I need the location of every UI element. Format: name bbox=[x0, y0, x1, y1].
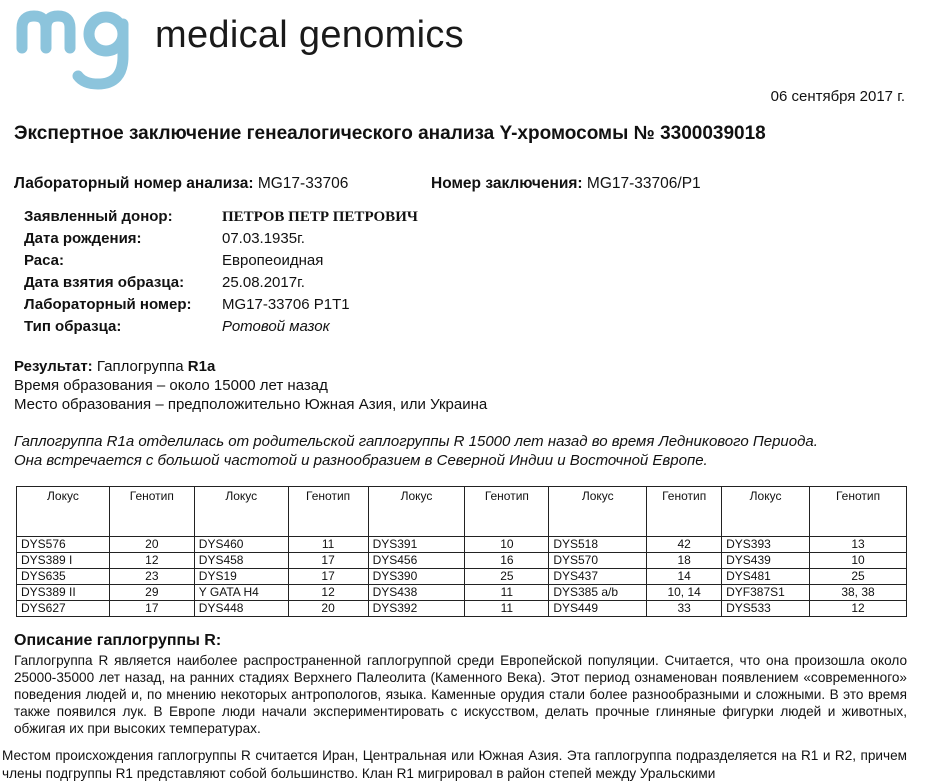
result-place: Место образования – предположительно Южная Азия, или Украина bbox=[14, 396, 488, 413]
locus-cell: DYS389 I bbox=[17, 553, 110, 569]
locus-cell: DYS438 bbox=[368, 585, 465, 601]
analysis-number-value: MG17-33706 bbox=[257, 175, 349, 192]
genotype-cell: 12 bbox=[810, 601, 907, 617]
locus-cell: DYS393 bbox=[722, 537, 810, 553]
locus-cell: DYS456 bbox=[368, 553, 465, 569]
genotype-cell: 17 bbox=[288, 553, 368, 569]
genotype-cell: 25 bbox=[465, 569, 549, 585]
brand-name: medical genomics bbox=[155, 14, 464, 56]
result-block bbox=[14, 357, 487, 414]
race-label: Раса: bbox=[24, 252, 65, 269]
locus-cell: DYS570 bbox=[549, 553, 647, 569]
lab-number-value: MG17-33706 P1T1 bbox=[222, 296, 350, 313]
result-label: Результат: bbox=[14, 358, 93, 375]
locus-cell: DYS518 bbox=[549, 537, 647, 553]
locus-cell: DYS448 bbox=[194, 601, 288, 617]
locus-cell: DYS635 bbox=[17, 569, 110, 585]
conclusion-number-value: MG17-33706/P1 bbox=[586, 175, 701, 192]
column-header: Генотип bbox=[647, 487, 722, 537]
sample-type-value: Ротовой мазок bbox=[222, 318, 330, 335]
result-haplogroup: R1a bbox=[187, 358, 216, 375]
column-header: Генотип bbox=[810, 487, 907, 537]
genotype-cell: 20 bbox=[109, 537, 194, 553]
description-heading: Описание гаплогруппы R: bbox=[14, 632, 222, 649]
str-loci-table bbox=[16, 486, 907, 617]
lab-number-label: Лабораторный номер: bbox=[24, 296, 192, 313]
table-row bbox=[17, 601, 907, 617]
dob-label: Дата рождения: bbox=[24, 230, 142, 247]
donor-label: Заявленный донор: bbox=[24, 208, 173, 225]
haplogroup-summary bbox=[14, 432, 818, 470]
medical-genomics-logo bbox=[14, 10, 164, 94]
genotype-cell: 10, 14 bbox=[647, 585, 722, 601]
genotype-cell: 20 bbox=[288, 601, 368, 617]
genotype-cell: 18 bbox=[647, 553, 722, 569]
conclusion-number-label: Номер заключения: bbox=[431, 175, 583, 192]
table-row bbox=[17, 569, 907, 585]
report-date: 06 сентября 2017 г. bbox=[770, 88, 905, 105]
locus-cell: DYF387S1 bbox=[722, 585, 810, 601]
locus-cell: DYS391 bbox=[368, 537, 465, 553]
genotype-cell: 10 bbox=[465, 537, 549, 553]
column-header: Локус bbox=[368, 487, 465, 537]
locus-cell: DYS458 bbox=[194, 553, 288, 569]
locus-cell: DYS392 bbox=[368, 601, 465, 617]
locus-cell: DYS385 a/b bbox=[549, 585, 647, 601]
locus-cell: DYS627 bbox=[17, 601, 110, 617]
sample-date-value: 25.08.2017г. bbox=[222, 274, 305, 291]
dob-value: 07.03.1935г. bbox=[222, 230, 305, 247]
locus-cell: DYS533 bbox=[722, 601, 810, 617]
locus-cell: DYS481 bbox=[722, 569, 810, 585]
genotype-cell: 33 bbox=[647, 601, 722, 617]
report-title: Экспертное заключение генеалогического анализа Y-хромосомы № 3300039018 bbox=[14, 123, 766, 144]
genotype-cell: 29 bbox=[109, 585, 194, 601]
table-row bbox=[17, 537, 907, 553]
logo-letters: mg bbox=[14, 10, 16, 11]
genotype-cell: 25 bbox=[810, 569, 907, 585]
genotype-cell: 11 bbox=[465, 585, 549, 601]
genotype-cell: 16 bbox=[465, 553, 549, 569]
summary-line-2: Она встречается с большой частотой и разнообразием в Северной Индии и Восточной Европе. bbox=[14, 452, 708, 469]
table-header-row bbox=[17, 487, 907, 537]
column-header: Генотип bbox=[465, 487, 549, 537]
column-header: Локус bbox=[194, 487, 288, 537]
locus-cell: Y GATA H4 bbox=[194, 585, 288, 601]
sample-date-label: Дата взятия образца: bbox=[24, 274, 185, 291]
analysis-number-label: Лабораторный номер анализа: bbox=[14, 175, 254, 192]
race-value: Европеоидная bbox=[222, 252, 324, 269]
table-row bbox=[17, 553, 907, 569]
genotype-cell: 12 bbox=[288, 585, 368, 601]
genotype-cell: 17 bbox=[109, 601, 194, 617]
genotype-cell: 11 bbox=[465, 601, 549, 617]
column-header: Локус bbox=[722, 487, 810, 537]
donor-value: ПЕТРОВ ПЕТР ПЕТРОВИЧ bbox=[222, 209, 418, 225]
description-paragraph-1: Гаплогруппа R является наиболее распространенной гаплогруппой среди Европейской популяции. Считается, что она произошла около 25000-35000 лет назад, на ранних стадиях Верхнего Палеолита (Каменного Века). Этот период ознаменован появлением «современного» поведения людей и, по мнению некоторых антропологов, языка. Каменные орудия стали более разнообразными и сложными. В это время также появился лук. В Европе люди начали экспериментировать с искусством, делать прочные глиняные фигурки людей и животных, обжигая их при высоких температурах. bbox=[14, 653, 907, 736]
genotype-cell: 42 bbox=[647, 537, 722, 553]
locus-cell: DYS390 bbox=[368, 569, 465, 585]
genotype-cell: 12 bbox=[109, 553, 194, 569]
table-row bbox=[17, 585, 907, 601]
column-header: Локус bbox=[549, 487, 647, 537]
column-header: Генотип bbox=[109, 487, 194, 537]
summary-line-1: Гаплогруппа R1a отделилась от родительской гаплогруппы R 15000 лет назад во время Ледникового Периода. bbox=[14, 433, 818, 450]
genotype-cell: 17 bbox=[288, 569, 368, 585]
column-header: Генотип bbox=[288, 487, 368, 537]
locus-cell: DYS439 bbox=[722, 553, 810, 569]
locus-cell: DYS19 bbox=[194, 569, 288, 585]
locus-cell: DYS449 bbox=[549, 601, 647, 617]
genotype-cell: 14 bbox=[647, 569, 722, 585]
locus-cell: DYS576 bbox=[17, 537, 110, 553]
conclusion-number bbox=[431, 175, 701, 193]
column-header: Локус bbox=[17, 487, 110, 537]
locus-cell: DYS389 II bbox=[17, 585, 110, 601]
analysis-number bbox=[14, 175, 348, 193]
result-time: Время образования – около 15000 лет назад bbox=[14, 377, 328, 394]
genotype-cell: 23 bbox=[109, 569, 194, 585]
sample-type-label: Тип образца: bbox=[24, 318, 122, 335]
description-paragraph-2: Местом происхождения гаплогруппы R считается Иран, Центральная или Южная Азия. Эта гаплогруппа подразделяется на R1 и R2, причем члены подгруппы R1 представляют собой большинство. Клан R1 мигрировал в район степей между Уральскими bbox=[2, 748, 907, 781]
result-text: Гаплогруппа bbox=[96, 358, 184, 375]
genotype-cell: 38, 38 bbox=[810, 585, 907, 601]
locus-cell: DYS460 bbox=[194, 537, 288, 553]
locus-cell: DYS437 bbox=[549, 569, 647, 585]
genotype-cell: 10 bbox=[810, 553, 907, 569]
genotype-cell: 13 bbox=[810, 537, 907, 553]
genotype-cell: 11 bbox=[288, 537, 368, 553]
